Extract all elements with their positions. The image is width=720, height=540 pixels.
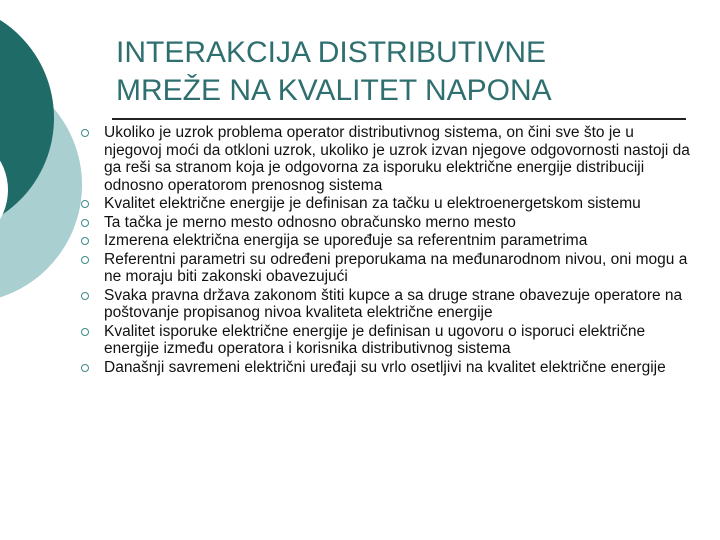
bullet-item [80,251,690,286]
bullet-text: Referentni parametri su određeni preporukama na međunarodnom nivou, oni mogu a ne moraju biti zakonski obavezujući [104,250,688,285]
bullet-item [80,287,690,322]
slide-title-line-1: INTERAKCIJA DISTRIBUTIVNE [116,36,547,69]
hollow-circle-bullet-icon [81,328,89,336]
hollow-circle-bullet-icon [81,200,89,208]
bullet-item [80,323,690,358]
bullet-item [80,124,690,194]
hollow-circle-bullet-icon [81,237,89,245]
hollow-circle-bullet-icon [81,129,89,137]
hollow-circle-bullet-icon [81,256,89,264]
bullet-text: Izmerena električna energija se upoređuje sa referentnim parametrima [104,232,588,249]
bullet-text: Ta tačka je merno mesto odnosno obračunsko merno mesto [104,213,516,231]
slide-title [116,34,696,110]
bullet-text: Kvalitet isporuke električne energije je definisan u ugovoru o isporuci električne energije između operatora i korisnika distributivnog sistema [104,322,646,357]
slide-title-line-2: MREŽE NA KVALITET NAPONA [116,74,552,107]
bullet-item [80,359,690,377]
bullet-text: Kvalitet električne energije je definisan za tačku u elektroenergetskom sistemu [104,195,641,212]
bullet-item [80,195,690,213]
bullet-text: Današnji savremeni električni uređaji su vrlo osetljivi na kvalitet električne energije [104,358,666,376]
bullet-list [80,124,690,377]
bullet-item [80,232,690,250]
bullet-text: Ukoliko je uzrok problema operator distributivnog sistema, on čini sve što je u njegovoj moći da otkloni uzrok, ukoliko je uzrok izvan njegove odgovornosti nastoji da ga reši sa stranom koja je odgovorna za isporuku električne energije distribuciji odnosno operatorom prenosnog sistema [104,124,690,194]
hollow-circle-bullet-icon [81,292,89,300]
bullet-text: Svaka pravna država zakonom štiti kupce a sa druge strane obavezuje operatore na poštovanje propisanog nivoa kvaliteta električne energije [104,286,683,321]
bullet-item [80,214,690,232]
hollow-circle-bullet-icon [81,219,89,227]
hollow-circle-bullet-icon [81,364,89,372]
title-divider [112,118,686,120]
